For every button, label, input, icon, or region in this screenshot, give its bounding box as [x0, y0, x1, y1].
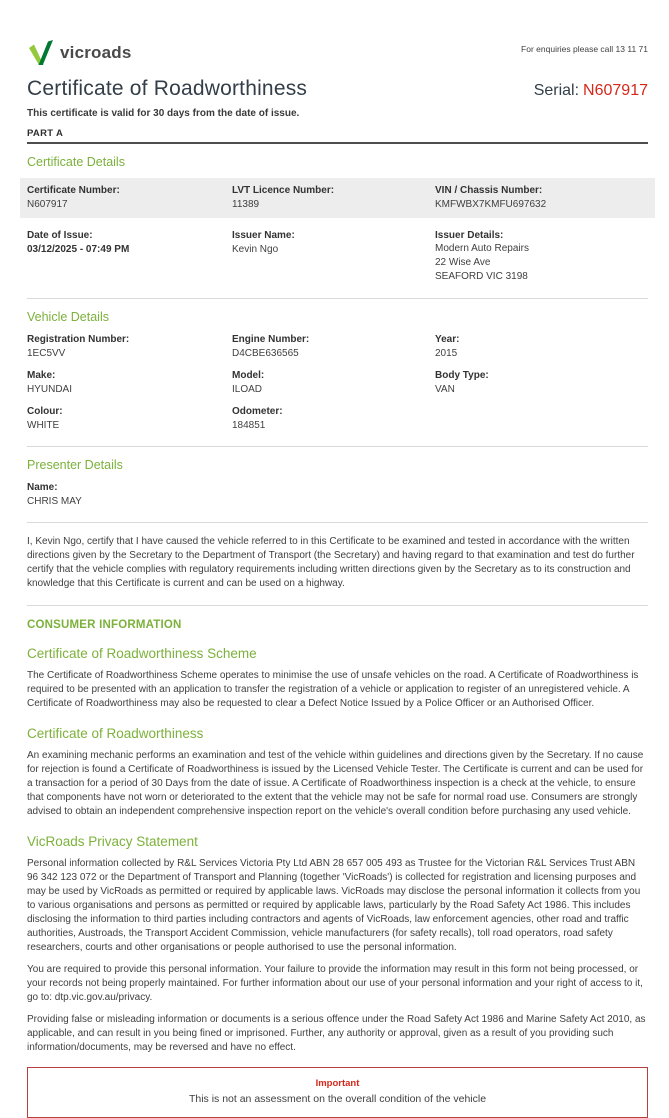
field-issuer-name: [232, 229, 435, 284]
field-lvt-licence-number: [232, 184, 435, 211]
certificate-details-band: [20, 178, 655, 218]
field-value: N607917: [27, 199, 68, 210]
privacy-paragraph-2: You are required to provide this personal information. Your failure to provide the information may result in this form not being processed, or your records not being properly maintained. For further information about our use of your personal information and your right of access to it, go to: dtp.vic.gov.au/privacy.: [27, 964, 643, 1003]
field-date-of-issue: [27, 229, 232, 284]
privacy-paragraph-1: Personal information collected by R&L Services Victoria Pty Ltd ABN 28 657 005 493 as Trustee for the Victorian R&L Services Trust ABN 96 342 123 072 or the Department of Transport and Planning (together 'VicRoads') is collected for registration and licensing purposes and may be used by VicRoads as permitted or required by applicable laws. VicRoads may disclose the personal information it collects from you to various organisations and persons as permitted or required by applicable laws, particularly by the Road Safety Act 1986. This includes disclosing the information to third parties including contractors and agents of VicRoads, law enforcement agencies, other road and traffic authorities, Austroads, the Transport Accident Commission, vehicle manufacturers (for safety recalls), toll road operators, road safety researchers, courts and other organisations or people authorised to use the personal information.: [27, 858, 641, 953]
field-presenter-name: [27, 481, 648, 508]
divider: [27, 605, 648, 606]
field-engine-number: [232, 333, 435, 360]
field-issuer-details: [435, 229, 648, 284]
field-label: Name:: [27, 482, 58, 493]
field-label: Engine Number:: [232, 334, 310, 345]
field-registration-number: [27, 333, 232, 360]
vicroads-logo-text: vicroads: [60, 43, 132, 62]
field-value: Kevin Ngo: [232, 244, 279, 255]
vehicle-details-row3: [27, 405, 648, 432]
field-make: [27, 369, 232, 396]
field-label: Year:: [435, 334, 460, 345]
field-label: Issuer Name:: [232, 230, 295, 241]
issuer-detail-line: SEAFORD VIC 3198: [435, 271, 528, 282]
validity-note: This certificate is valid for 30 days from the date of issue.: [27, 108, 300, 119]
field-label: Date of Issue:: [27, 230, 93, 241]
title-row: [27, 77, 648, 101]
field-value: 184851: [232, 420, 266, 431]
vehicle-details-heading: Vehicle Details: [27, 310, 109, 324]
divider: [27, 298, 648, 299]
scheme-heading: Certificate of Roadworthiness Scheme: [27, 646, 257, 661]
field-colour: [27, 405, 232, 432]
issuer-detail-line: 22 Wise Ave: [435, 257, 491, 268]
consumer-information-heading: CONSUMER INFORMATION: [27, 619, 182, 631]
serial-label: Serial:: [533, 82, 580, 99]
roadworthiness-heading: Certificate of Roadworthiness: [27, 726, 204, 741]
field-value: KMFWBX7KMFU697632: [435, 199, 547, 210]
field-label: VIN / Chassis Number:: [435, 185, 543, 196]
enquiries-text: For enquiries please call 13 11 71: [521, 44, 648, 54]
privacy-statement-heading: VicRoads Privacy Statement: [27, 834, 198, 849]
field-value: 2015: [435, 348, 458, 359]
field-value: CHRIS MAY: [27, 496, 82, 507]
serial-value: N607917: [583, 82, 648, 99]
field-value: VAN: [435, 384, 455, 395]
vehicle-details-row2: [27, 369, 648, 396]
vicroads-logo: [27, 40, 132, 66]
important-text: This is not an assessment on the overall condition of the vehicle: [188, 1093, 487, 1105]
scheme-paragraph: The Certificate of Roadworthiness Scheme operates to minimise the use of unsafe vehicles on the road. A Certificate of Roadworthiness is required to be presented with an application to transfer the registration of a vehicle or application to register of an unregistered vehicle. A Certificate of Roadworthiness may also be requested to clear a Defect Notice Issued by a Police Officer or an Authorised Officer.: [27, 670, 639, 709]
field-label: Colour:: [27, 406, 63, 417]
field-value: D4CBE636565: [232, 348, 299, 359]
divider: [27, 522, 648, 523]
top-bar: [27, 40, 648, 66]
field-label: Model:: [232, 370, 265, 381]
field-value: 1EC5VV: [27, 348, 66, 359]
field-label: Issuer Details:: [435, 230, 504, 241]
certificate-details-heading: Certificate Details: [27, 155, 125, 169]
field-value: 11389: [232, 199, 260, 210]
field-label: Certificate Number:: [27, 185, 120, 196]
roadworthiness-paragraph: An examining mechanic performs an examination and test of the vehicle within guidelines and directions given by the Secretary. If no cause for rejection is found a Certificate of Roadworthiness is issued by the Licensed Vehicle Tester. The Certificate is current and can be used for a transaction for a period of 30 Days from the date of issue. A Certificate of Roadworthiness inspection is a check at the vehicle, to ensure that components have not worn or deteriorated to the extent that the vehicle may not be safe for normal road use. Consumers are strongly advised to obtain an independent comprehensive inspection report on the vehicle's overall condition before purchasing any used vehicle.: [27, 750, 644, 817]
field-model: [232, 369, 435, 396]
field-certificate-number: [27, 184, 232, 211]
field-value: HYUNDAI: [27, 384, 73, 395]
page-title: Certificate of Roadworthiness: [27, 77, 308, 100]
field-label: Make:: [27, 370, 56, 381]
certificate-details-row2: [27, 229, 648, 284]
field-vin-chassis-number: [435, 184, 648, 211]
important-title: Important: [315, 1078, 360, 1089]
field-value: WHITE: [27, 420, 60, 431]
field-label: Registration Number:: [27, 334, 130, 345]
important-notice-box: [27, 1067, 648, 1118]
vicroads-tick-icon: [27, 40, 55, 66]
presenter-details-heading: Presenter Details: [27, 458, 123, 472]
issuer-detail-line: Modern Auto Repairs: [435, 243, 529, 254]
certification-statement: I, Kevin Ngo, certify that I have caused the vehicle referred to in this Certificate to be examined and tested in accordance with the written directions given by the Secretary to the Department of Transport (the Secretary) and having regard to that examination and test do further certify that the vehicle complies with regulatory requirements including written directions given by the Secretary as to its construction and knowledge that this Certificate is current and can be used on a highway.: [27, 536, 635, 589]
field-odometer: [232, 405, 435, 432]
field-body-type: [435, 369, 648, 396]
vehicle-details-row1: [27, 333, 648, 360]
field-value: 03/12/2025 - 07:49 PM: [27, 244, 130, 255]
privacy-paragraph-3: Providing false or misleading information or documents is a serious offence under the Road Safety Act 1986 and Marine Safety Act 2010, as applicable, and can result in you being fined or imprisoned. Further, any authority or approval, given as a result of you providing such information/documents, may be reversed and have no effect.: [27, 1014, 646, 1053]
empty-cell: [435, 405, 648, 432]
field-label: Body Type:: [435, 370, 489, 381]
field-label: Odometer:: [232, 406, 283, 417]
part-a-heading: PART A: [27, 128, 648, 144]
field-label: LVT Licence Number:: [232, 185, 335, 196]
divider: [27, 446, 648, 447]
field-year: [435, 333, 648, 360]
serial: [534, 82, 648, 100]
field-value: ILOAD: [232, 384, 263, 395]
